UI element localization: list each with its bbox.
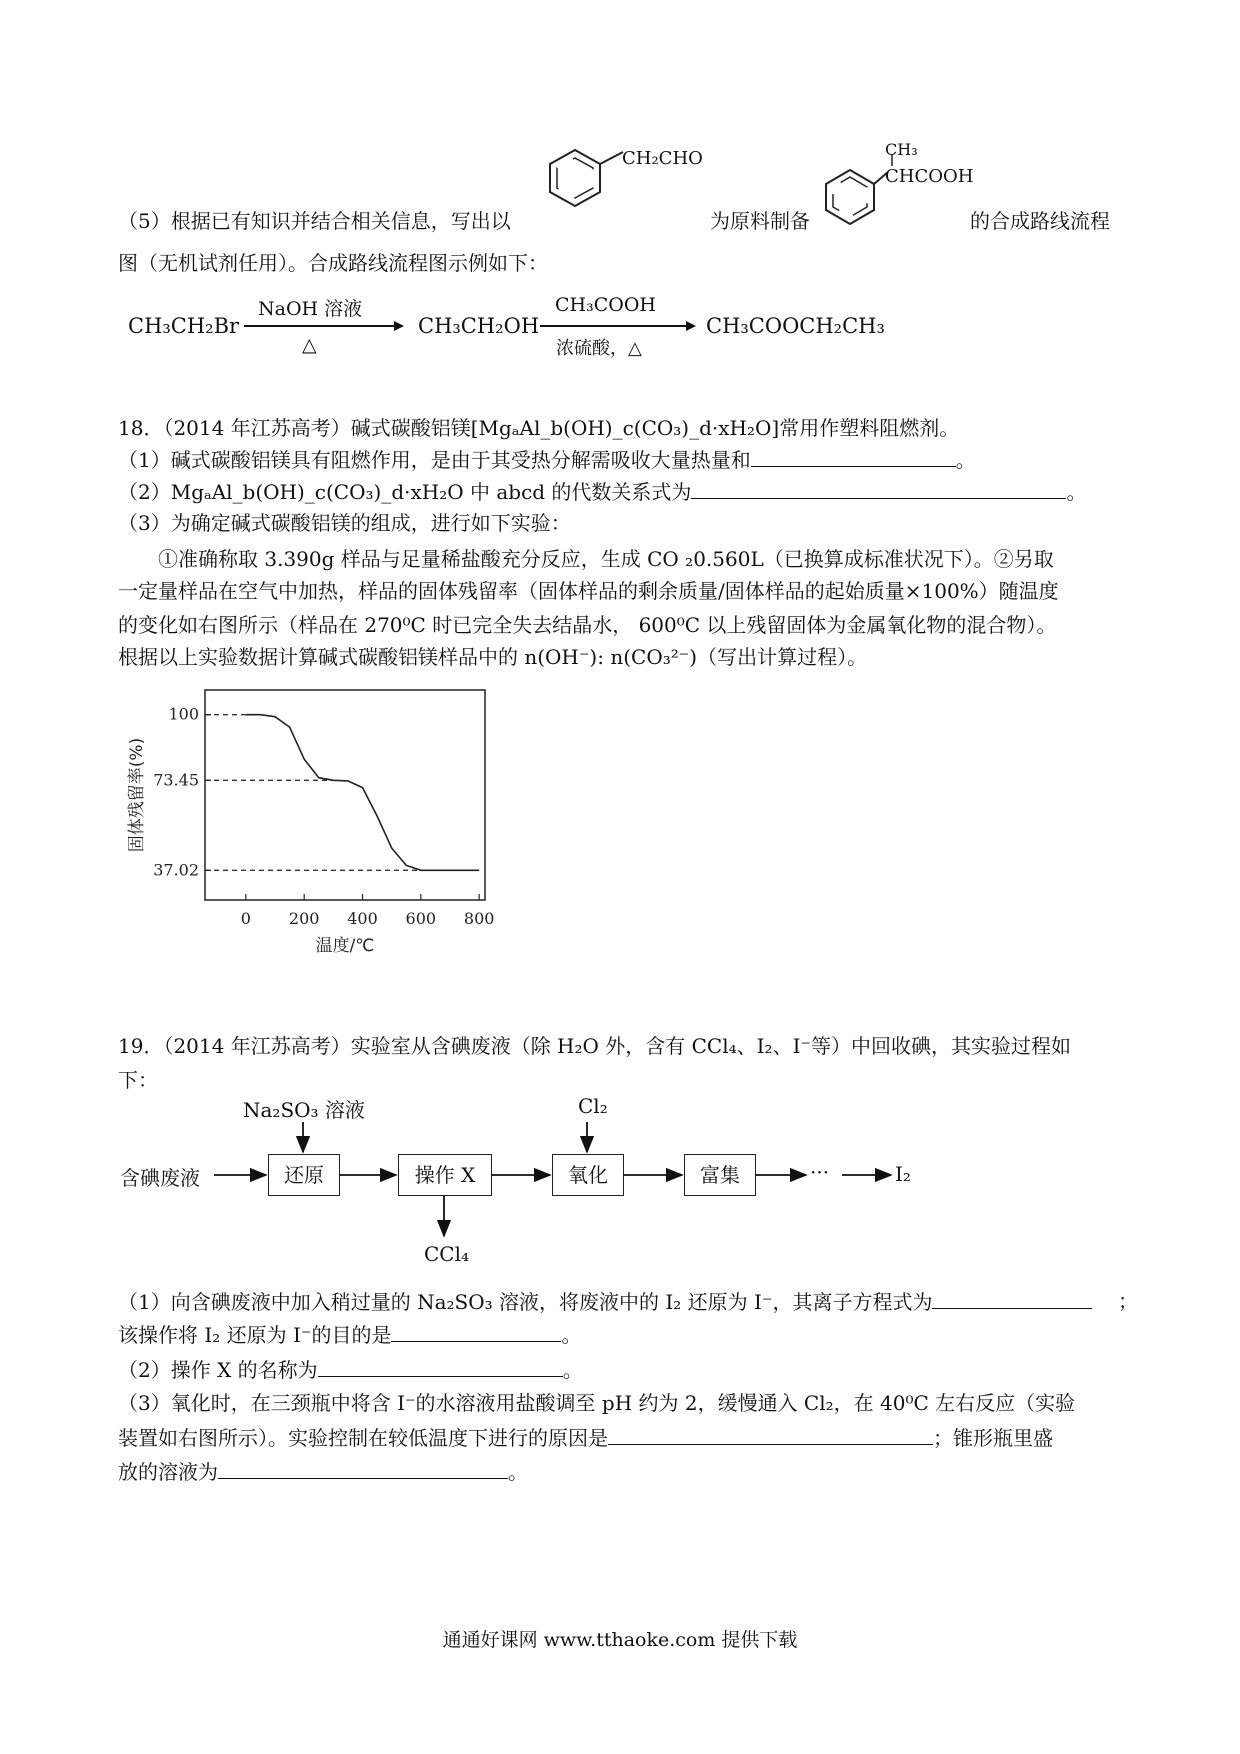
- q19-p3-c-end: 。: [508, 1460, 528, 1484]
- q18-p1-text: （1）碱式碳酸铝镁具有阻燃作用，是由于其受热分解需吸收大量热量和: [118, 448, 751, 472]
- q18-p3-l2: 一定量样品在空气中加热，样品的固体残留率（固体样品的剩余质量/固体样品的起始质量×100%）随温度: [118, 579, 1059, 603]
- q19-p3-b-blank[interactable]: [608, 1424, 933, 1445]
- route-s1: CH₃CH₂Br: [128, 314, 240, 338]
- q17-part5-line2: 图（无机试剂任用）。合成路线流程图示例如下：: [118, 251, 548, 275]
- x-tick-label-1: 200: [288, 909, 320, 928]
- q18-p3-l4: 根据以上实验数据计算碱式碳酸铝镁样品中的 n(OH⁻): n(CO₃²⁻)（写出计算过程）。: [118, 645, 868, 669]
- q19-p1-a-text: （1）向含碘废液中加入稍过量的 Na₂SO₃ 溶液，将废液中的 I₂ 还原为 I⁻，其离子方程式为: [118, 1290, 933, 1314]
- x-tick-label-2: 400: [347, 909, 378, 928]
- route-a1-bottom: △: [302, 334, 317, 356]
- product-methyl-label: CH₃: [885, 140, 918, 159]
- q19-title-l2: 下：: [118, 1068, 158, 1092]
- q18-p1-end: 。: [955, 448, 976, 472]
- q17-prefix: （5）根据已有知识并结合相关信息，写出以: [118, 209, 511, 233]
- q19-p3-a: （3）氧化时，在三颈瓶中将含 I⁻的水溶液用盐酸调至 pH 约为 2，缓慢通入 Cl₂，在 40⁰C 左右反应（实验: [118, 1391, 1076, 1415]
- q18-p3-l3: 的变化如右图所示（样品在 270⁰C 时已完全失去结晶水， 600⁰C 以上残留固体为金属氧化物的混合物）。: [118, 613, 1057, 637]
- x-tick-label-0: 0: [240, 909, 251, 928]
- flow-byproduct: CCl₄: [424, 1242, 470, 1266]
- x-tick-label-4: 800: [463, 909, 495, 928]
- x-tick-label-3: 600: [405, 909, 437, 928]
- q19-p3-c: [118, 1458, 1128, 1485]
- chart-ylabel: 固体残留率(%): [127, 737, 147, 853]
- product-group-label: CHCOOH: [885, 166, 974, 187]
- q19-p3-c-text: 放的溶液为: [118, 1460, 218, 1484]
- q19-p3-c-blank[interactable]: [218, 1458, 508, 1479]
- route-s2: CH₃CH₂OH: [418, 314, 540, 338]
- q19-p1-b-end: 。: [561, 1323, 582, 1347]
- route-a2-bottom: 浓硫酸，△: [556, 338, 642, 359]
- q18-p2-text: （2）MgₐAl_b(OH)_c(CO₃)_d·xH₂O 中 abcd 的代数关系式为: [118, 480, 692, 504]
- q19-title-l1: 19．（2014 年江苏高考）实验室从含碘废液（除 H₂O 外，含有 CCl₄、I₂、I⁻等）中回收碘，其实验过程如: [118, 1034, 1072, 1058]
- flow-reagent1: Na₂SO₃ 溶液: [243, 1098, 365, 1122]
- y-tick-label-1: 73.45: [153, 770, 199, 790]
- flow-ellipsis: ···: [810, 1160, 830, 1184]
- flow-step-oxidize: 氧化: [552, 1154, 624, 1196]
- flow-reagent2: Cl₂: [578, 1094, 608, 1118]
- flow-step-reduce: 还原: [268, 1154, 340, 1196]
- q18-p3-l1: ①准确称取 3.390g 样品与足量稀盐酸充分反应，生成 CO ₂0.560L（已换算成标准状况下）。②另取: [158, 547, 1054, 571]
- flow-output: I₂: [895, 1162, 911, 1186]
- q19-p1-b: [118, 1321, 1128, 1348]
- q19-p2-blank[interactable]: [318, 1356, 563, 1377]
- q19-p2-end: 。: [562, 1358, 583, 1382]
- y-tick-label-2: 37.02: [153, 860, 199, 880]
- q17-mid: 为原料制备: [710, 209, 810, 233]
- q19-p3-b: [118, 1424, 1128, 1451]
- q19-p1-a-end: ；: [1118, 1289, 1138, 1313]
- q19-p1-a-blank[interactable]: [932, 1288, 1092, 1309]
- page-footer: 通通好课网 www.tthaoke.com 提供下载: [442, 1629, 798, 1651]
- flow-step-operation-x: 操作 X: [398, 1154, 492, 1196]
- q18-title: 18．（2014 年江苏高考）碱式碳酸铝镁[MgₐAl_b(OH)_c(CO₃)_d·xH₂O]常用作塑料阻燃剂。: [118, 416, 960, 440]
- q19-p2-text: （2）操作 X 的名称为: [118, 1358, 318, 1382]
- flow-step-enrich: 富集: [684, 1154, 756, 1196]
- flow-input: 含碘废液: [120, 1166, 200, 1190]
- q18-p2-end: 。: [1066, 480, 1087, 504]
- route-s3: CH₃COOCH₂CH₃: [706, 314, 885, 338]
- route-a1-top: NaOH 溶液: [258, 298, 363, 320]
- reactant-group-label: CH₂CHO: [622, 148, 703, 169]
- q19-p2: [118, 1356, 1128, 1383]
- q19-p1-a: [118, 1288, 1138, 1315]
- q18-p3: （3）为确定碱式碳酸铝镁的组成，进行如下实验：: [118, 511, 571, 535]
- chart-xlabel: 温度/℃: [315, 936, 375, 955]
- route-a2-top: CH₃COOH: [555, 294, 656, 316]
- q17-suffix: 的合成路线流程: [970, 209, 1110, 233]
- q19-p3-b-end: ；锥形瓶里盛: [933, 1426, 1053, 1450]
- y-tick-label-0: 100: [168, 704, 199, 724]
- q19-p3-b-text: 装置如右图所示）。实验控制在较低温度下进行的原因是: [118, 1426, 608, 1450]
- q19-p1-b-blank[interactable]: [391, 1321, 561, 1342]
- q19-p1-b-text: 该操作将 I₂ 还原为 I⁻的目的是: [118, 1323, 392, 1347]
